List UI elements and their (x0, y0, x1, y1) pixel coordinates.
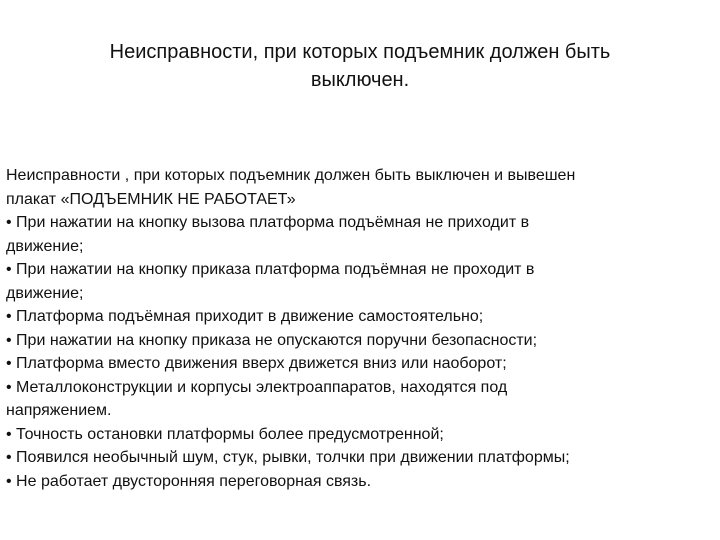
content-block (6, 164, 706, 493)
bullet-icon: • (6, 308, 17, 325)
title-line-2: выключен. (310, 69, 410, 91)
bullet-icon: • (6, 472, 17, 490)
list-item-text: Точность остановки платформы более предусмотренной; (16, 425, 444, 443)
list-item-line (6, 423, 706, 447)
list-item-text: При нажатии на кнопку вызова платформа подъёмная не приходит в (16, 214, 530, 231)
list-item-line (6, 211, 706, 235)
list-item-text: Платформа вместо движения вверх движется вниз или наоборот; (16, 355, 507, 372)
list-item-text: движение; (6, 284, 84, 302)
list-item-text: Платформа подъёмная приходит в движение самостоятельно; (16, 308, 484, 325)
title-line-1: Неисправности, при которых подъемник должен быть (109, 41, 611, 63)
list-item-line (6, 305, 706, 329)
list-item-text: При нажатии на кнопку приказа не опускаются поручни безопасности; (16, 331, 538, 349)
list-item-text: Металлоконструкции и корпусы электроаппаратов, находятся под (16, 378, 508, 396)
list-item-text: Появился необычный шум, стук, рывки, толчки при движении платформы; (16, 449, 570, 466)
list-item-line (6, 470, 706, 494)
list-item-text: движение; (6, 237, 84, 255)
bullet-icon: • (6, 355, 17, 372)
bullet-icon: • (6, 449, 17, 466)
list-item-line (6, 376, 706, 400)
list-item-line (6, 258, 706, 282)
list-item-line (6, 446, 706, 470)
bullet-icon: • (6, 331, 17, 349)
list-item-text: Не работает двусторонняя переговорная связь. (16, 472, 372, 490)
list-item-line (6, 352, 706, 376)
list-item-text: При нажатии на кнопку приказа платформа подъёмная не проходит в (16, 261, 535, 278)
fault-list (6, 211, 706, 493)
list-item-line (6, 399, 706, 423)
intro-line-1: Неисправности , при которых подъемник должен быть выключен и вывешен (6, 167, 576, 184)
intro-line-2: плакат «ПОДЪЕМНИК НЕ РАБОТАЕТ» (6, 190, 296, 208)
bullet-icon: • (6, 214, 17, 231)
list-item-line (6, 235, 706, 259)
list-item-text: напряжением. (6, 402, 112, 419)
bullet-icon: • (6, 378, 17, 396)
list-item-line (6, 329, 706, 353)
bullet-icon: • (6, 261, 17, 278)
list-item-line (6, 282, 706, 306)
slide-title (60, 38, 660, 94)
bullet-icon: • (6, 425, 17, 443)
